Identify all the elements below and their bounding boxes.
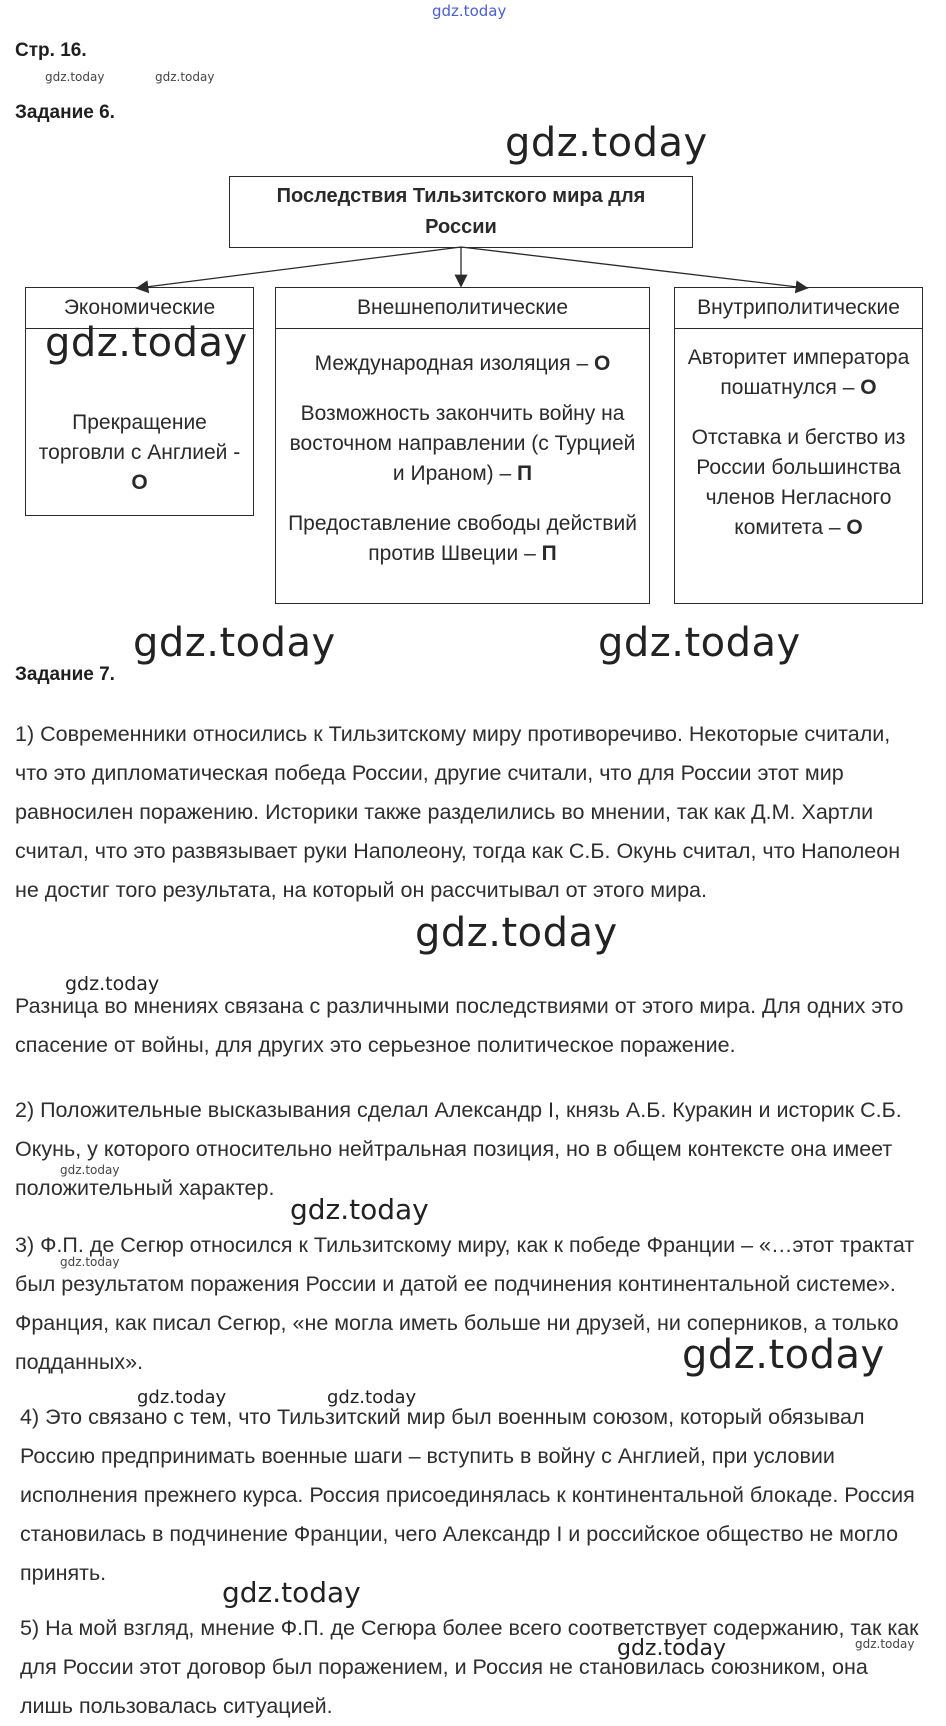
task6-title: Задание 6.	[15, 102, 115, 123]
category-item: Возможность закончить войну на восточном направлении (с Турцией и Ираном) – П	[289, 402, 636, 485]
watermark-large: gdz.today	[505, 120, 708, 166]
answer-paragraph: 4) Это связано с тем, что Тильзитский мир был военным союзом, который обязывал Россию предпринимать военные шаги – вступить в войну с Англией, при условии исполнения прежнего курса. Россия присоединялась к континентальной блокаде. Россия становилась в подчинение Франции, чего Александр I и российское общество не могло принять.	[20, 1405, 915, 1585]
watermark-small: gdz.today	[60, 1255, 120, 1269]
mark-label: О	[593, 352, 611, 375]
category-item: Отставка и бегство из России большинства членов Негласного комитета – О	[691, 426, 906, 539]
category-box-domestic	[674, 287, 923, 604]
watermark-medium: gdz.today	[137, 1387, 227, 1408]
watermark-small: gdz.today	[45, 70, 105, 84]
mark-label: П	[541, 542, 557, 565]
watermark-large: gdz.today	[682, 1332, 885, 1378]
watermark-large: gdz.today	[45, 320, 248, 366]
watermark-medium: gdz.today	[327, 1387, 417, 1408]
category-title: Внешнеполитические	[276, 288, 649, 329]
watermark-small: gdz.today	[60, 1163, 120, 1177]
watermark-medium: gdz.today	[65, 973, 160, 995]
answer-paragraph: Разница во мнениях связана с различными последствиями от этого мира. Для одних это спасение от войны, для других это серьезное политическое поражение.	[15, 994, 904, 1057]
category-title: Экономические	[26, 288, 253, 329]
watermark-top: gdz.today	[432, 2, 507, 20]
watermark-medium: gdz.today	[617, 1636, 727, 1661]
task7-title: Задание 7.	[15, 664, 115, 685]
diagram-connectors	[0, 0, 946, 300]
watermark-large: gdz.today	[598, 620, 801, 666]
watermark-medium: gdz.today	[290, 1193, 429, 1226]
watermark-large: gdz.today	[133, 620, 336, 666]
watermark-large: gdz.today	[415, 910, 618, 956]
page-label: Стр. 16.	[15, 40, 87, 61]
mark-label: О	[846, 516, 863, 539]
arrow-to-economic	[138, 247, 461, 288]
answer-paragraph: 1) Современники относились к Тильзитскому миру противоречиво. Некоторые считали, что это дипломатическая победа России, другие считали, что для России этот мир равносилен поражению. Историки также разделились во мнении, так как Д.М. Хартли считал, что это развязывает руки Наполеону, тогда как С.Б. Окунь считал, что Наполеон не достиг того результата, на который он рассчитывал от этого мира.	[15, 722, 901, 902]
diagram-root-label: Последствия Тильзитского мира для России	[276, 185, 646, 238]
answer-paragraph: 2) Положительные высказывания сделал Александр I, князь А.Б. Куракин и историк С.Б. Окунь, у которого относительно нейтральная позиция, но в общем контексте она имеет положительный характер.	[15, 1098, 902, 1200]
category-box-foreign	[275, 287, 650, 604]
category-title: Внутриполитические	[675, 288, 922, 329]
answer-paragraph: 5) На мой взгляд, мнение Ф.П. де Сегюра более всего соответствует содержанию, так как для России этот договор был поражением, и Россия не становилась союзником, она лишь пользовалась ситуацией.	[20, 1616, 919, 1718]
category-item: Предоставление свободы действий против Швеции – П	[288, 512, 637, 565]
mark-label: О	[860, 376, 877, 399]
watermark-small: gdz.today	[855, 1637, 915, 1651]
category-item: Авторитет императора пошатнулся – О	[687, 346, 910, 399]
arrow-to-domestic	[461, 247, 806, 288]
category-item: Международная изоляция – О	[314, 352, 611, 375]
category-item: Прекращение торговли с Англией - О	[38, 411, 241, 494]
mark-label: О	[131, 471, 148, 494]
mark-label: П	[516, 462, 533, 485]
watermark-medium: gdz.today	[222, 1576, 361, 1609]
diagram-root-box	[229, 176, 693, 248]
watermark-small: gdz.today	[155, 70, 215, 84]
answer-paragraph: 3) Ф.П. де Сегюр относился к Тильзитскому миру, как к победе Франции – «…этот трактат был результатом поражения России и датой ее подчинения континентальной системе». Франция, как писал Сегюр, «не могла иметь больше ни друзей, ни соперников, а только подданных».	[15, 1233, 915, 1374]
